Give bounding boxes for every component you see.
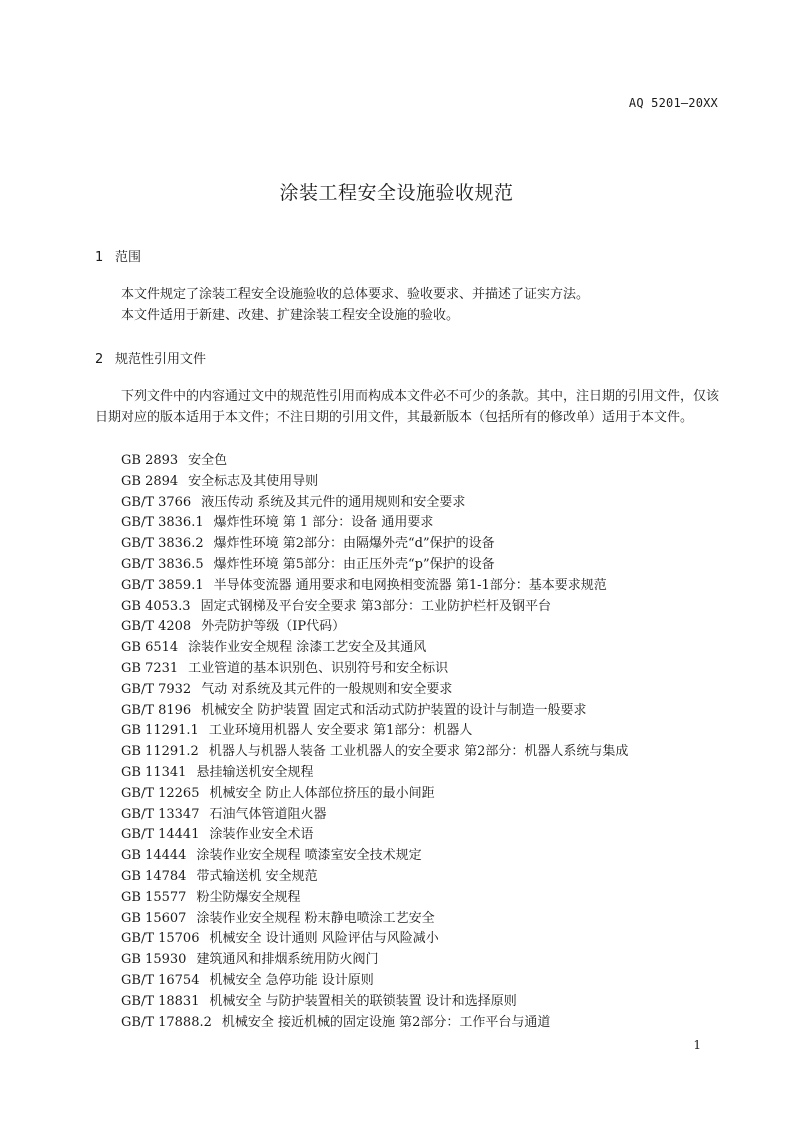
reference-title: 爆炸性环境 第2部分：由隔爆外壳“d”保护的设备 bbox=[213, 536, 495, 552]
reference-title: 固定式钢梯及平台安全要求 第3部分：工业防护栏杆及钢平台 bbox=[200, 598, 551, 614]
reference-code: GB/T 3766 bbox=[121, 494, 192, 510]
section-2-intro-text: 下列文件中的内容通过文中的规范性引用而构成本文件必不可少的条款。其中，注日期的引用文件，仅该日期对应的版本适用于本文件；不注日期的引用文件，其最新版本（包括所有的修改单）适用于本文件。 bbox=[95, 389, 720, 425]
section-2-number: 2 bbox=[95, 352, 104, 367]
reference-title: 机械安全 与防护装置相关的联锁装置 设计和选择原则 bbox=[209, 993, 517, 1009]
reference-item bbox=[121, 701, 628, 722]
reference-code: GB/T 13347 bbox=[121, 806, 200, 822]
reference-item bbox=[121, 909, 628, 930]
reference-code: GB/T 3836.2 bbox=[121, 536, 204, 552]
reference-item bbox=[121, 597, 628, 618]
section-1-title: 范围 bbox=[115, 250, 142, 265]
reference-item bbox=[121, 659, 628, 680]
reference-item bbox=[121, 929, 628, 950]
reference-item bbox=[121, 888, 628, 909]
reference-item bbox=[121, 472, 628, 493]
reference-title: 安全标志及其使用导则 bbox=[188, 473, 319, 489]
reference-item bbox=[121, 846, 628, 867]
reference-item bbox=[121, 867, 628, 888]
reference-title: 涂装作业安全术语 bbox=[209, 827, 314, 843]
reference-code: GB/T 8196 bbox=[121, 702, 192, 718]
reference-item bbox=[121, 763, 628, 784]
reference-title: 建筑通风和排烟系统用防火阀门 bbox=[196, 952, 379, 968]
reference-title: 气动 对系统及其元件的一般规则和安全要求 bbox=[201, 681, 453, 697]
reference-code: GB/T 18831 bbox=[121, 993, 200, 1009]
reference-code: GB/T 16754 bbox=[121, 972, 200, 988]
reference-item bbox=[121, 742, 628, 763]
section-1-number: 1 bbox=[95, 250, 104, 265]
reference-item bbox=[121, 721, 628, 742]
reference-code: GB 15607 bbox=[121, 910, 187, 926]
reference-code: GB/T 4208 bbox=[121, 619, 192, 635]
section-2-title: 规范性引用文件 bbox=[115, 352, 207, 367]
reference-item bbox=[121, 971, 628, 992]
reference-code: GB/T 7932 bbox=[121, 681, 192, 697]
section-1-paragraph: 本文件规定了涂装工程安全设施验收的总体要求、验收要求、并描述了证实方法。 bbox=[121, 287, 590, 302]
reference-code: GB 6514 bbox=[121, 640, 179, 656]
reference-title: 涂装作业安全规程 涂漆工艺安全及其通风 bbox=[188, 640, 427, 656]
reference-item bbox=[121, 576, 628, 597]
document-title: 涂装工程安全设施验收规范 bbox=[279, 182, 514, 204]
reference-title: 带式输送机 安全规范 bbox=[196, 868, 318, 884]
reference-code: GB 4053.3 bbox=[121, 598, 191, 614]
reference-item bbox=[121, 1013, 628, 1034]
reference-code: GB 11341 bbox=[121, 764, 187, 780]
reference-title: 机械安全 防止人体部位挤压的最小间距 bbox=[209, 785, 435, 801]
reference-item bbox=[121, 451, 628, 472]
reference-item bbox=[121, 805, 628, 826]
reference-item bbox=[121, 784, 628, 805]
reference-code: GB 14444 bbox=[121, 848, 187, 864]
section-2-heading bbox=[95, 348, 206, 367]
reference-item bbox=[121, 680, 628, 701]
reference-title: 涂装作业安全规程 喷漆室安全技术规定 bbox=[196, 848, 422, 864]
reference-title: 石油气体管道阻火器 bbox=[209, 806, 327, 822]
reference-item bbox=[121, 992, 628, 1013]
reference-code: GB 15577 bbox=[121, 889, 187, 905]
reference-code: GB/T 3836.5 bbox=[121, 556, 204, 572]
reference-item bbox=[121, 638, 628, 659]
document-code: AQ 5201—20XX bbox=[628, 96, 718, 110]
reference-item bbox=[121, 534, 628, 555]
reference-item bbox=[121, 513, 628, 534]
reference-code: GB 2894 bbox=[121, 473, 179, 489]
reference-title: 悬挂输送机安全规程 bbox=[196, 764, 314, 780]
reference-title: 粉尘防爆安全规程 bbox=[196, 889, 301, 905]
reference-title: 涂装作业安全规程 粉末静电喷涂工艺安全 bbox=[196, 910, 435, 926]
reference-code: GB/T 3836.1 bbox=[121, 515, 204, 531]
reference-code: GB 14784 bbox=[121, 868, 187, 884]
reference-code: GB/T 14441 bbox=[121, 827, 200, 843]
reference-code: GB/T 15706 bbox=[121, 931, 200, 947]
reference-code: GB 15930 bbox=[121, 952, 187, 968]
reference-title: 机器人与机器人装备 工业机器人的安全要求 第2部分：机器人系统与集成 bbox=[208, 744, 629, 760]
reference-item bbox=[121, 617, 628, 638]
reference-title: 工业环境用机器人 安全要求 第1部分：机器人 bbox=[208, 723, 473, 739]
reference-code: GB 2893 bbox=[121, 453, 179, 468]
reference-code: GB 11291.1 bbox=[121, 723, 199, 739]
reference-title: 外壳防护等级（IP代码） bbox=[201, 619, 346, 635]
reference-title: 爆炸性环境 第5部分：由正压外壳“p”保护的设备 bbox=[213, 556, 495, 572]
reference-title: 机械安全 急停功能 设计原则 bbox=[209, 972, 374, 988]
section-2-intro bbox=[95, 386, 719, 428]
section-1-body bbox=[95, 284, 719, 326]
reference-code: GB/T 12265 bbox=[121, 785, 200, 801]
reference-title: 机械安全 设计通则 风险评估与风险减小 bbox=[209, 931, 439, 947]
reference-code: GB 11291.2 bbox=[121, 744, 199, 760]
reference-title: 液压传动 系统及其元件的通用规则和安全要求 bbox=[201, 494, 466, 510]
reference-title: 爆炸性环境 第 1 部分：设备 通用要求 bbox=[213, 515, 434, 531]
reference-list bbox=[121, 451, 628, 1033]
reference-item bbox=[121, 950, 628, 971]
reference-item bbox=[121, 825, 628, 846]
reference-title: 工业管道的基本识别色、识别符号和安全标识 bbox=[188, 660, 449, 676]
reference-item bbox=[121, 555, 628, 576]
reference-title: 机械安全 防护装置 固定式和活动式防护装置的设计与制造一般要求 bbox=[201, 702, 587, 718]
reference-title: 安全色 bbox=[188, 453, 228, 468]
reference-code: GB/T 3859.1 bbox=[121, 577, 204, 593]
reference-item bbox=[121, 493, 628, 514]
reference-title: 半导体变流器 通用要求和电网换相变流器 第1-1部分：基本要求规范 bbox=[213, 577, 607, 593]
reference-code: GB/T 17888.2 bbox=[121, 1014, 212, 1030]
section-1-paragraph: 本文件适用于新建、改建、扩建涂装工程安全设施的验收。 bbox=[121, 308, 460, 323]
section-1-heading bbox=[95, 246, 141, 265]
reference-title: 机械安全 接近机械的固定设施 第2部分：工作平台与通道 bbox=[221, 1014, 551, 1030]
page-number: 1 bbox=[693, 1038, 701, 1052]
reference-code: GB 7231 bbox=[121, 660, 179, 676]
